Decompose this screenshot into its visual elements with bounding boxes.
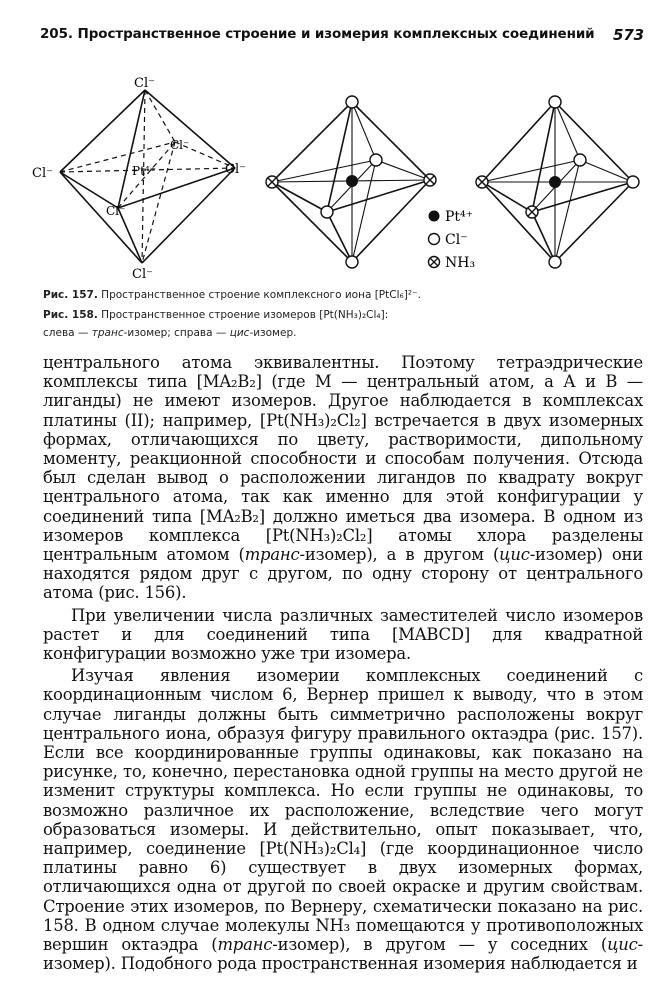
page-number: 573 [612,26,644,44]
fig158-end: -изомер. [249,327,297,339]
paragraph-2 [43,606,643,664]
figure-158-caption-line2 [43,327,643,339]
paragraph-3-mid: -изомер), в другом — у соседних ( [272,935,608,955]
fig158-caption-text: Пространственное строение изомеров [Pt(NH₃)₂Cl₄]: [101,309,389,321]
figure-157-octahedron [30,60,260,290]
paragraph-3-trans: транс [217,935,273,955]
fig158-cis: цис [229,327,250,339]
paragraph-1-trans: транс [244,545,300,565]
running-header [40,26,644,42]
fig157-bottom-label: Cl⁻ [132,267,153,282]
paragraph-3-end: -изомер). Подобного рода пространственная изомерия наблюдается и [43,935,643,974]
legend-cl-label: Cl⁻ [445,232,468,248]
fig158-mid: -изомер; справа — [123,327,230,339]
figure-158-cis-isomer [470,60,650,290]
header-title: 205. Пространственное строение и изомерия комплексных соединений [40,26,595,42]
figure-158-trans-isomer [262,60,442,290]
paragraph-3-cis: цис [607,935,638,955]
fig157-top-label: Cl⁻ [134,76,155,91]
paragraph-2-text: При увеличении числа различных заместителей число изомеров растет и для соединений типа [MABCD] для квадратной конфигурации возможно уже три изомера. [43,605,643,664]
legend-nh3-label: NH₃ [445,255,476,271]
figure-157-caption [43,289,643,301]
fig158-trans: транс [91,327,124,339]
paragraph-1-cis: цис [499,545,530,565]
paragraph-3-text: Изучая явления изомерии комплексных соединений с координационным числом 6, Вернер пришел к выводу, что в этом случае лиганды должны быть симметрично расположены вокруг центрального иона, образуя фигуру правильного октаэдра (рис. 157). Если все координированные группы одинаковы, как показано на рисунке, то, конечно, перестановка одной группы на место другой не изменит структуры комплекса. Но если группы не одинаковы, то возможно различное их расположение, вследствие чего могут образоваться изомеры. И действительно, опыт показывает, что, например, соединение [Pt(NH₃)₂Cl₄] (где координационное число платины равно 6) существует в двух изомерных формах, отличающихся одна от другой по своей окраске и другим свойствам. Строение этих изомеров, по Вернеру, схематически показано на рис. 158. В одном случае молекулы NH₃ помещаются у противоположных вершин октаэдра ( [43,666,643,955]
figure-158-caption [43,309,643,321]
legend-pt-label: Pt⁴⁺ [445,209,474,225]
paragraph-1-text: центрального атома эквивалентны. Поэтому тетраэдрические комплексы типа [MA₂B₂] (где М — центральный атом, а А и В — лиганды) не имеют изомеров. Другое наблюдается в комплексах платины (II); например, [Pt(NH₃)₂Cl₂] встречается в двух изомерных формах, отличающихся по цвету, растворимости, дипольному моменту, реакционной способности и способам получения. Отсюда был сделан вывод о расположении лигандов по квадрату вокруг центрального атома, так как именно для этой конфигурации у соединений типа [MA₂B₂] должно иметься два изомера. В одном из изомеров комплекса [Pt(NH₃)₂Cl₂] атомы хлора разделены центральным атомом ( [43,353,643,565]
paragraph-1-end: -изомер) они находятся рядом друг с другом, по одну сторону от центрального атома (рис. 156). [43,545,643,603]
paragraph-1 [43,353,643,603]
fig157-caption-text: Пространственное строение комплексного иона [PtCl₆]²⁻. [101,289,421,301]
fig157-right-label: Cl⁻ [225,162,246,177]
fig157-center-label: Pt⁴⁺ [132,164,157,178]
paragraph-3 [43,666,643,973]
fig158-caption-label: Рис. 158. [43,309,98,321]
fig158-left: слева — [43,327,92,339]
figures-area [30,60,650,290]
nh3-legend-icon [429,257,440,268]
fig157-left-label: Cl⁻ [32,166,53,181]
fig157-inner-top-label: Cl⁻ [170,138,190,152]
pt-legend-icon [429,211,440,222]
cl-legend-icon [429,234,440,245]
body-text [43,353,643,977]
fig157-inner-bottom-label: Cl⁻ [106,204,126,218]
paragraph-1-mid: -изомер), а в другом ( [299,545,500,565]
fig157-caption-label: Рис. 157. [43,289,98,301]
